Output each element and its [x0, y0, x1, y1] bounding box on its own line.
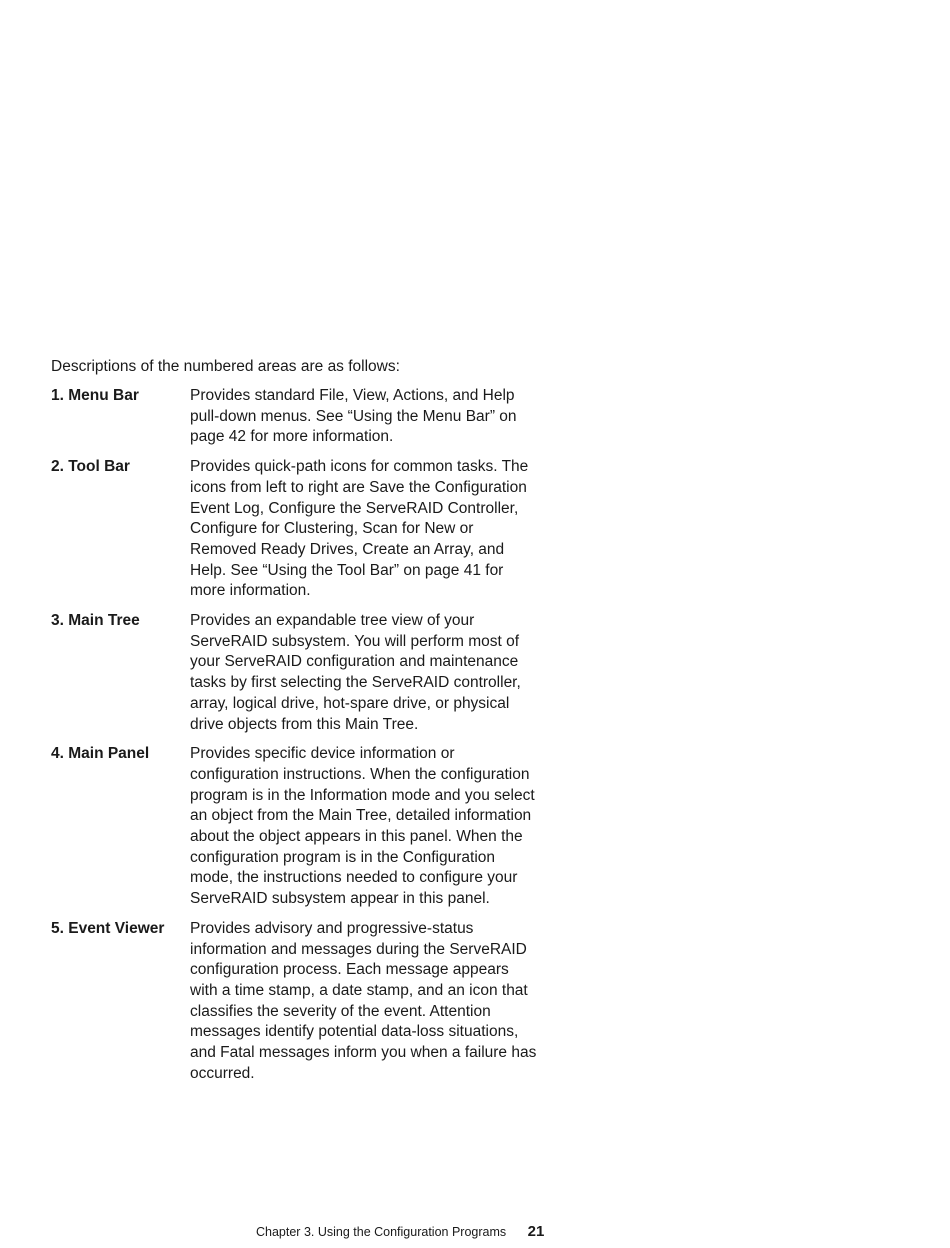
- definition-item-menu-bar: [51, 386, 591, 448]
- description-line: drive objects from this Main Tree.: [190, 715, 419, 733]
- definition-description: [190, 744, 575, 910]
- definition-term: 3. Main Tree: [51, 612, 140, 630]
- description-line: Configure for Clustering, Scan for New or: [190, 520, 474, 538]
- description-line: Help. See “Using the Tool Bar” on page 41 for: [190, 561, 504, 579]
- description-line: information and messages during the ServeRAID: [190, 940, 527, 958]
- definition-description: [190, 386, 575, 448]
- description-line: ServeRAID subsystem. You will perform most of: [190, 632, 520, 650]
- definition-description: [190, 611, 575, 735]
- description-line: array, logical drive, hot-spare drive, or physical: [190, 694, 510, 712]
- description-line: configuration instructions. When the configuration: [190, 765, 530, 783]
- description-line: pull-down menus. See “Using the Menu Bar” on: [190, 407, 517, 425]
- definition-term: 5. Event Viewer: [51, 919, 165, 937]
- description-line: Removed Ready Drives, Create an Array, and: [190, 540, 505, 558]
- description-line: configuration process. Each message appears: [190, 961, 509, 979]
- description-line: configuration program is in the Configuration: [190, 848, 496, 866]
- description-line: Provides quick-path icons for common tasks. The: [190, 458, 529, 476]
- definition-item-main-tree: [51, 611, 591, 735]
- description-line: an object from the Main Tree, detailed information: [190, 807, 532, 825]
- description-line: ServeRAID subsystem appear in this panel.: [190, 890, 490, 908]
- intro-text: Descriptions of the numbered areas are as follows:: [51, 358, 400, 375]
- definition-term: 1. Menu Bar: [51, 387, 139, 404]
- page-number: 21: [527, 1223, 545, 1240]
- description-line: Provides specific device information or: [190, 745, 455, 763]
- description-line: Provides advisory and progressive-status: [190, 919, 474, 937]
- description-line: Provides standard File, View, Actions, and Help: [190, 387, 515, 404]
- definition-term: 2. Tool Bar: [51, 458, 130, 476]
- description-line: Event Log, Configure the ServeRAID Controller,: [190, 499, 519, 517]
- description-line: mode, the instructions needed to configure your: [190, 869, 518, 887]
- description-line: tasks by first selecting the ServeRAID controller,: [190, 674, 521, 692]
- description-line: classifies the severity of the event. Attention: [190, 1002, 491, 1020]
- description-line: Provides an expandable tree view of your: [190, 612, 475, 630]
- definition-term: 4. Main Panel: [51, 745, 150, 763]
- description-line: your ServeRAID configuration and maintenance: [190, 653, 519, 671]
- definition-item-event-viewer: [51, 919, 591, 1085]
- description-line: with a time stamp, a date stamp, and an icon that: [190, 981, 528, 999]
- description-line: icons from left to right are Save the Configuration: [190, 478, 527, 496]
- description-line: occurred.: [190, 1064, 255, 1082]
- description-line: more information.: [190, 582, 311, 600]
- definition-list: [51, 386, 591, 1094]
- description-line: messages identify potential data-loss situations,: [190, 1023, 519, 1041]
- footer-chapter-title: Chapter 3. Using the Configuration Programs: [256, 1225, 507, 1239]
- description-line: program is in the Information mode and you select: [190, 786, 535, 804]
- page-footer: [256, 1223, 576, 1241]
- definition-description: [190, 457, 575, 602]
- definition-description: [190, 919, 575, 1085]
- description-line: about the object appears in this panel. When the: [190, 828, 523, 846]
- description-line: page 42 for more information.: [190, 428, 394, 446]
- definition-item-tool-bar: [51, 457, 591, 602]
- description-line: and Fatal messages inform you when a failure has: [190, 1044, 537, 1062]
- definition-item-main-panel: [51, 744, 591, 910]
